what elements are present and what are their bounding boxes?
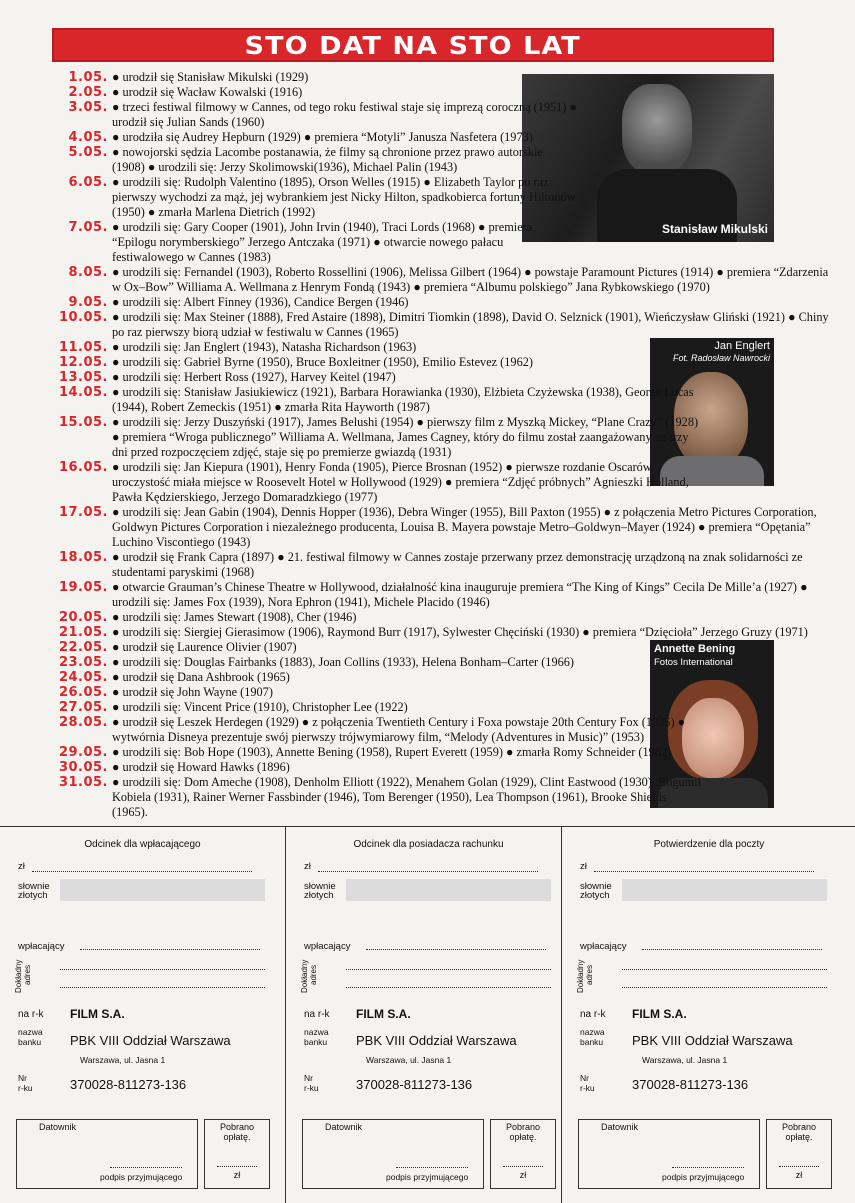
entry-text: ● urodzili się: Max Steiner (1888), Fred Astaire (1898), Dimitri Tiomkin (1898), David O. Selznick (1901), Wieńczysław Gliński (1921) ● Chiny po raz pierwszy biorą udział w festiwalu w Cannes (1965) — [112, 310, 829, 339]
entry-text: ● urodził się Wacław Kowalski (1916) — [112, 85, 303, 99]
signature-field[interactable] — [672, 1167, 744, 1168]
list-item — [52, 295, 834, 310]
entry-text: ● urodziła się Audrey Hepburn (1929) ● premiera “Motyli” Janusza Nasfetera (1973) — [112, 130, 533, 144]
entry-text: ● urodził się Stanisław Mikulski (1929) — [112, 70, 309, 84]
address-field[interactable] — [622, 969, 827, 970]
page-title: STO DAT NA STO LAT — [244, 30, 582, 60]
label-pobrano: Pobrano — [505, 1122, 541, 1132]
entry-date: 10.05. — [58, 310, 108, 325]
photo-credit-englert: Fot. Radosław Nawrocki — [672, 353, 770, 363]
address-field[interactable] — [60, 987, 265, 988]
entry-date: 19.05. — [58, 580, 108, 595]
entry-text: ● urodzili się: Fernandel (1903), Roberto Rossellini (1906), Melissa Gilbert (1964) ● powstaje Paramount Pictures (1914) ● premiera “Zdarzenia w Ox–Bow” Williama A. Wellmana z Henrym Fondą (1943) ● premiera “Albumu polskiego” Jana Rybkowskiego (1970) — [112, 265, 829, 294]
list-item — [52, 85, 577, 100]
photo-credit-bening: Fotos International — [654, 657, 733, 668]
entry-text: ● otwarcie Grauman’s Chinese Theatre w Hollywood, działalność kina inauguruje premiera “The King of Kings” Cecila De Mille’a (1927) ● urodzili się: James Fox (1939), Nora Ephron (1941), Michele Placido (1946) — [112, 580, 808, 609]
label-wplacajacy: wpłacający — [18, 941, 65, 952]
label-nazwa: nazwa — [304, 1027, 329, 1037]
company-name: FILM S.A. — [632, 1007, 687, 1021]
entry-text: ● urodził się Frank Capra (1897) ● 21. festiwal filmowy w Cannes zostaje przerwany przez demonstrację urządzoną na znak solidarności ze studentami paryskimi (1968) — [112, 550, 803, 579]
entry-date: 12.05. — [58, 355, 108, 370]
account-number: 370028-811273-136 — [70, 1077, 187, 1092]
entry-text: ● urodzili się: Stanisław Jasiukiewicz (1921), Barbara Horawianka (1930), Elżbieta Czyżewska (1938), George Lucas (1944), Robert Zemeckis (1951) ● zmarła Rita Hayworth (1987) — [112, 385, 694, 414]
entry-text: ● urodzili się: Douglas Fairbanks (1883), Joan Collins (1933), Helena Bonham–Carter (1966) — [112, 655, 574, 669]
entry-date: 3.05. — [68, 100, 108, 115]
entry-date: 7.05. — [68, 220, 108, 235]
label-dokladny: Dokładny — [14, 959, 23, 993]
list-item — [52, 145, 577, 175]
amount-words-field[interactable] — [622, 879, 827, 901]
form-slip — [0, 827, 285, 1203]
list-item — [52, 340, 704, 355]
label-nr: Nr — [304, 1073, 313, 1083]
entry-date: 18.05. — [58, 550, 108, 565]
label-nark: na r-k — [18, 1009, 44, 1020]
entry-date: 26.05. — [58, 685, 108, 700]
photo-caption-bening: Annette Bening — [654, 643, 736, 655]
label-zl-fee: zł — [795, 1170, 803, 1180]
list-item — [52, 265, 834, 295]
entry-date: 29.05. — [58, 745, 108, 760]
entry-text: ● urodzili się: Herbert Ross (1927), Harvey Keitel (1947) — [112, 370, 396, 384]
bank-name: PBK VIII Oddział Warszawa — [70, 1033, 231, 1048]
entry-date: 28.05. — [58, 715, 108, 730]
entry-text: ● urodzili się: Siergiej Gierasimow (1906), Raymond Burr (1917), Sylwester Chęciński (1930) ● premiera “Dzięcioła” Jerzego Gruzy (1971) — [112, 625, 808, 639]
label-rku: r-ku — [580, 1083, 595, 1093]
list-item — [52, 685, 704, 700]
entry-text: ● urodził się Laurence Olivier (1907) — [112, 640, 297, 654]
label-rku: r-ku — [304, 1083, 319, 1093]
label-zl: zł — [580, 861, 587, 872]
label-dokladny: Dokładny — [300, 959, 309, 993]
amount-field[interactable] — [594, 871, 814, 872]
label-nark: na r-k — [580, 1009, 606, 1020]
pobrano-box — [204, 1119, 270, 1189]
photo-caption-mikulski: Stanisław Mikulski — [661, 222, 768, 236]
label-banku: banku — [18, 1037, 42, 1047]
list-item — [52, 415, 704, 460]
entry-date: 30.05. — [58, 760, 108, 775]
entry-date: 15.05. — [58, 415, 108, 430]
address-field[interactable] — [346, 987, 551, 988]
pobrano-box — [766, 1119, 832, 1189]
payer-field[interactable] — [642, 949, 822, 950]
label-adres: adres — [23, 964, 32, 985]
label-banku: banku — [580, 1037, 604, 1047]
entry-text: ● urodzili się: Jan Englert (1943), Natasha Richardson (1963) — [112, 340, 417, 354]
form-slip — [285, 827, 571, 1203]
list-item — [52, 385, 704, 415]
fee-field[interactable] — [217, 1166, 257, 1167]
list-item — [52, 505, 834, 550]
entry-date: 22.05. — [58, 640, 108, 655]
label-slownie: słownie — [18, 881, 50, 892]
label-zl: zł — [18, 861, 25, 872]
label-nr: Nr — [580, 1073, 589, 1083]
amount-field[interactable] — [32, 871, 252, 872]
entry-date: 5.05. — [68, 145, 108, 160]
label-banku: banku — [304, 1037, 328, 1047]
entry-date: 6.05. — [68, 175, 108, 190]
entry-date: 27.05. — [58, 700, 108, 715]
entry-date: 9.05. — [68, 295, 108, 310]
list-item — [52, 640, 704, 655]
label-podpis: podpis przyjmującego — [662, 1172, 745, 1182]
label-datownik: Datownik — [601, 1122, 639, 1132]
list-item — [52, 745, 704, 760]
title-banner — [52, 28, 774, 62]
form-slip — [561, 827, 855, 1203]
entry-text: ● urodził się Howard Hawks (1896) — [112, 760, 290, 774]
label-nr: Nr — [18, 1073, 27, 1083]
list-item — [52, 460, 704, 505]
label-zlotych: złotych — [18, 890, 48, 901]
label-zl: zł — [304, 861, 311, 872]
entry-text: ● urodzili się: Bob Hope (1903), Annette Bening (1958), Rupert Everett (1959) ● zmarła Romy Schneider (1982) — [112, 745, 672, 759]
entry-text: ● urodzili się: Gary Cooper (1901), John Irvin (1940), Traci Lords (1968) ● premiera “Epilogu norymberskiego” Jerzego Antczaka (1971) ● otwarcie nowego pałacu festiwalowego w Cannes (1983) — [112, 220, 533, 264]
entry-date: 20.05. — [58, 610, 108, 625]
photo-caption-englert: Jan Englert — [714, 340, 770, 352]
pobrano-box — [490, 1119, 556, 1189]
label-zlotych: złotych — [304, 890, 334, 901]
list-item — [52, 655, 704, 670]
entry-date: 2.05. — [68, 85, 108, 100]
label-datownik: Datownik — [39, 1122, 77, 1132]
entry-text: ● urodzili się: Rudolph Valentino (1895), Orson Welles (1915) ● Elizabeth Taylor po raz pierwszy wychodzi za mąż, jej wybrankiem jest Nicky Hilton, spadkobierca fortuny Hiltonów (1950) ● zmarła Marlena Dietrich (1992) — [112, 175, 576, 219]
payer-field[interactable] — [80, 949, 260, 950]
entry-text: ● urodził się Leszek Herdegen (1929) ● z połączenia Twentieth Century i Foxa powstaje 20th Century Fox (1935) ● wytwórnia Disneya prezentuje swój pierwszy trójwymiarowy film, “Melody (Adventures in Music)” (1953) — [112, 715, 686, 744]
label-nazwa: nazwa — [580, 1027, 605, 1037]
account-number: 370028-811273-136 — [632, 1077, 749, 1092]
label-oplate: opłatę. — [785, 1132, 813, 1142]
list-item — [52, 370, 704, 385]
bank-address: Warszawa, ul. Jasna 1 — [642, 1055, 728, 1065]
label-adres: adres — [585, 964, 594, 985]
label-datownik: Datownik — [325, 1122, 363, 1132]
fee-field[interactable] — [503, 1166, 543, 1167]
list-item — [52, 610, 834, 625]
label-zl-fee: zł — [233, 1170, 241, 1180]
account-number: 370028-811273-136 — [356, 1077, 473, 1092]
fee-field[interactable] — [779, 1166, 819, 1167]
label-adres: adres — [309, 964, 318, 985]
entry-text: ● urodzili się: James Stewart (1908), Cher (1946) — [112, 610, 357, 624]
amount-words-field[interactable] — [346, 879, 551, 901]
label-rku: r-ku — [18, 1083, 33, 1093]
entry-text: ● urodzili się: Jerzy Duszyński (1917), James Belushi (1954) ● pierwszy film z Myszką Mickey, “Plane Crazy” (1928) ● premiera “Wroga publicznego” Williama A. Wellmana, James Cagney, który do filmu został zaangażowany na trzy dni przed rozpoczęciem zdjęć, staje się po premierze gwiazdą (1931) — [112, 415, 699, 459]
list-item — [52, 175, 577, 220]
entry-text: ● urodził się Dana Ashbrook (1965) — [112, 670, 290, 684]
label-podpis: podpis przyjmującego — [100, 1172, 183, 1182]
entry-date: 8.05. — [68, 265, 108, 280]
amount-field[interactable] — [318, 871, 538, 872]
entry-text: ● urodzili się: Albert Finney (1936), Candice Bergen (1946) — [112, 295, 409, 309]
list-item — [52, 700, 704, 715]
entry-date: 17.05. — [58, 505, 108, 520]
entry-date: 24.05. — [58, 670, 108, 685]
label-podpis: podpis przyjmującego — [386, 1172, 469, 1182]
list-item — [52, 130, 577, 145]
company-name: FILM S.A. — [356, 1007, 411, 1021]
entry-text: ● urodzili się: Vincent Price (1910), Christopher Lee (1922) — [112, 700, 408, 714]
label-zlotych: złotych — [580, 890, 610, 901]
label-oplate: opłatę. — [509, 1132, 537, 1142]
label-slownie: słownie — [304, 881, 336, 892]
list-item — [52, 580, 834, 610]
list-item — [52, 355, 704, 370]
list-item — [52, 100, 577, 130]
entry-date: 21.05. — [58, 625, 108, 640]
amount-words-field[interactable] — [60, 879, 265, 901]
slip-header: Odcinek dla posiadacza rachunku — [353, 839, 504, 850]
list-item — [52, 715, 704, 745]
list-item — [52, 310, 834, 340]
anniversary-list — [52, 70, 829, 820]
label-oplate: opłatę. — [223, 1132, 251, 1142]
bank-address: Warszawa, ul. Jasna 1 — [80, 1055, 166, 1065]
slip-header: Odcinek dla wpłacającego — [84, 839, 201, 850]
entry-text: ● urodzili się: Jean Gabin (1904), Dennis Hopper (1936), Debra Winger (1955), Bill Paxton (1955) ● z połączenia Metro Pictures Corporation, Goldwyn Pictures Corporation i niezależnego producenta, Louisa B. Mayera powstaje Metro–Goldwyn–Mayer (1924) ● premiera “Opętania” Luchino Viscontiego (1943) — [112, 505, 817, 549]
address-field[interactable] — [622, 987, 827, 988]
label-pobrano: Pobrano — [781, 1122, 817, 1132]
label-wplacajacy: wpłacający — [304, 941, 351, 952]
list-item — [52, 550, 834, 580]
label-nark: na r-k — [304, 1009, 330, 1020]
list-item — [52, 70, 577, 85]
entry-date: 1.05. — [68, 70, 108, 85]
entry-date: 14.05. — [58, 385, 108, 400]
payment-form — [0, 826, 855, 1203]
entry-text: ● trzeci festiwal filmowy w Cannes, od tego roku festiwal staje się imprezą coroczną (1951) ● urodził się Julian Sands (1960) — [112, 100, 577, 129]
entry-text: ● urodził się John Wayne (1907) — [112, 685, 273, 699]
entry-date: 16.05. — [58, 460, 108, 475]
address-field[interactable] — [60, 969, 265, 970]
entry-text: ● urodzili się: Jan Kiepura (1901), Henry Fonda (1905), Pierce Brosnan (1952) ● pierwsze rozdanie Oscarów, uroczystość miała miejsce w Roosevelt Hotel w Hollywood (1929) ● premiera “Zdjęć próbnych” Agnieszki Holland, Pawła Kędzierskiego, Jerzego Domaradzkiego (1977) — [112, 460, 689, 504]
payer-field[interactable] — [366, 949, 546, 950]
bank-name: PBK VIII Oddział Warszawa — [632, 1033, 793, 1048]
label-slownie: słownie — [580, 881, 612, 892]
label-pobrano: Pobrano — [219, 1122, 255, 1132]
label-dokladny: Dokładny — [576, 959, 585, 993]
list-item — [52, 670, 704, 685]
signature-field[interactable] — [396, 1167, 468, 1168]
list-item — [52, 625, 834, 640]
label-zl-fee: zł — [519, 1170, 527, 1180]
signature-field[interactable] — [110, 1167, 182, 1168]
entry-text: ● urodzili się: Gabriel Byrne (1950), Bruce Boxleitner (1950), Emilio Estevez (1962) — [112, 355, 533, 369]
entry-text: ● urodzili się: Dom Ameche (1908), Denholm Elliott (1922), Menahem Golan (1929), Clint Eastwood (1930), Bogumił Kobiela (1931), Rainer Werner Fassbinder (1946), Tom Berenger (1950), Lea Thompson (1961), Brooke Shields (1965). — [112, 775, 702, 819]
entry-date: 31.05. — [58, 775, 108, 790]
label-wplacajacy: wpłacający — [580, 941, 627, 952]
entry-date: 11.05. — [58, 340, 108, 355]
entry-date: 13.05. — [58, 370, 108, 385]
list-item — [52, 760, 704, 775]
list-item — [52, 775, 704, 820]
address-field[interactable] — [346, 969, 551, 970]
bank-address: Warszawa, ul. Jasna 1 — [366, 1055, 452, 1065]
company-name: FILM S.A. — [70, 1007, 125, 1021]
label-nazwa: nazwa — [18, 1027, 43, 1037]
list-item — [52, 220, 577, 265]
bank-name: PBK VIII Oddział Warszawa — [356, 1033, 517, 1048]
entry-date: 4.05. — [68, 130, 108, 145]
entry-date: 23.05. — [58, 655, 108, 670]
slip-header: Potwierdzenie dla poczty — [653, 839, 765, 850]
entry-text: ● nowojorski sędzia Lacombe postanawia, że filmy są chronione przez prawo autorskie (1908) ● urodzili się: Jerzy Skolimowski(1936), Michael Palin (1943) — [112, 145, 543, 174]
